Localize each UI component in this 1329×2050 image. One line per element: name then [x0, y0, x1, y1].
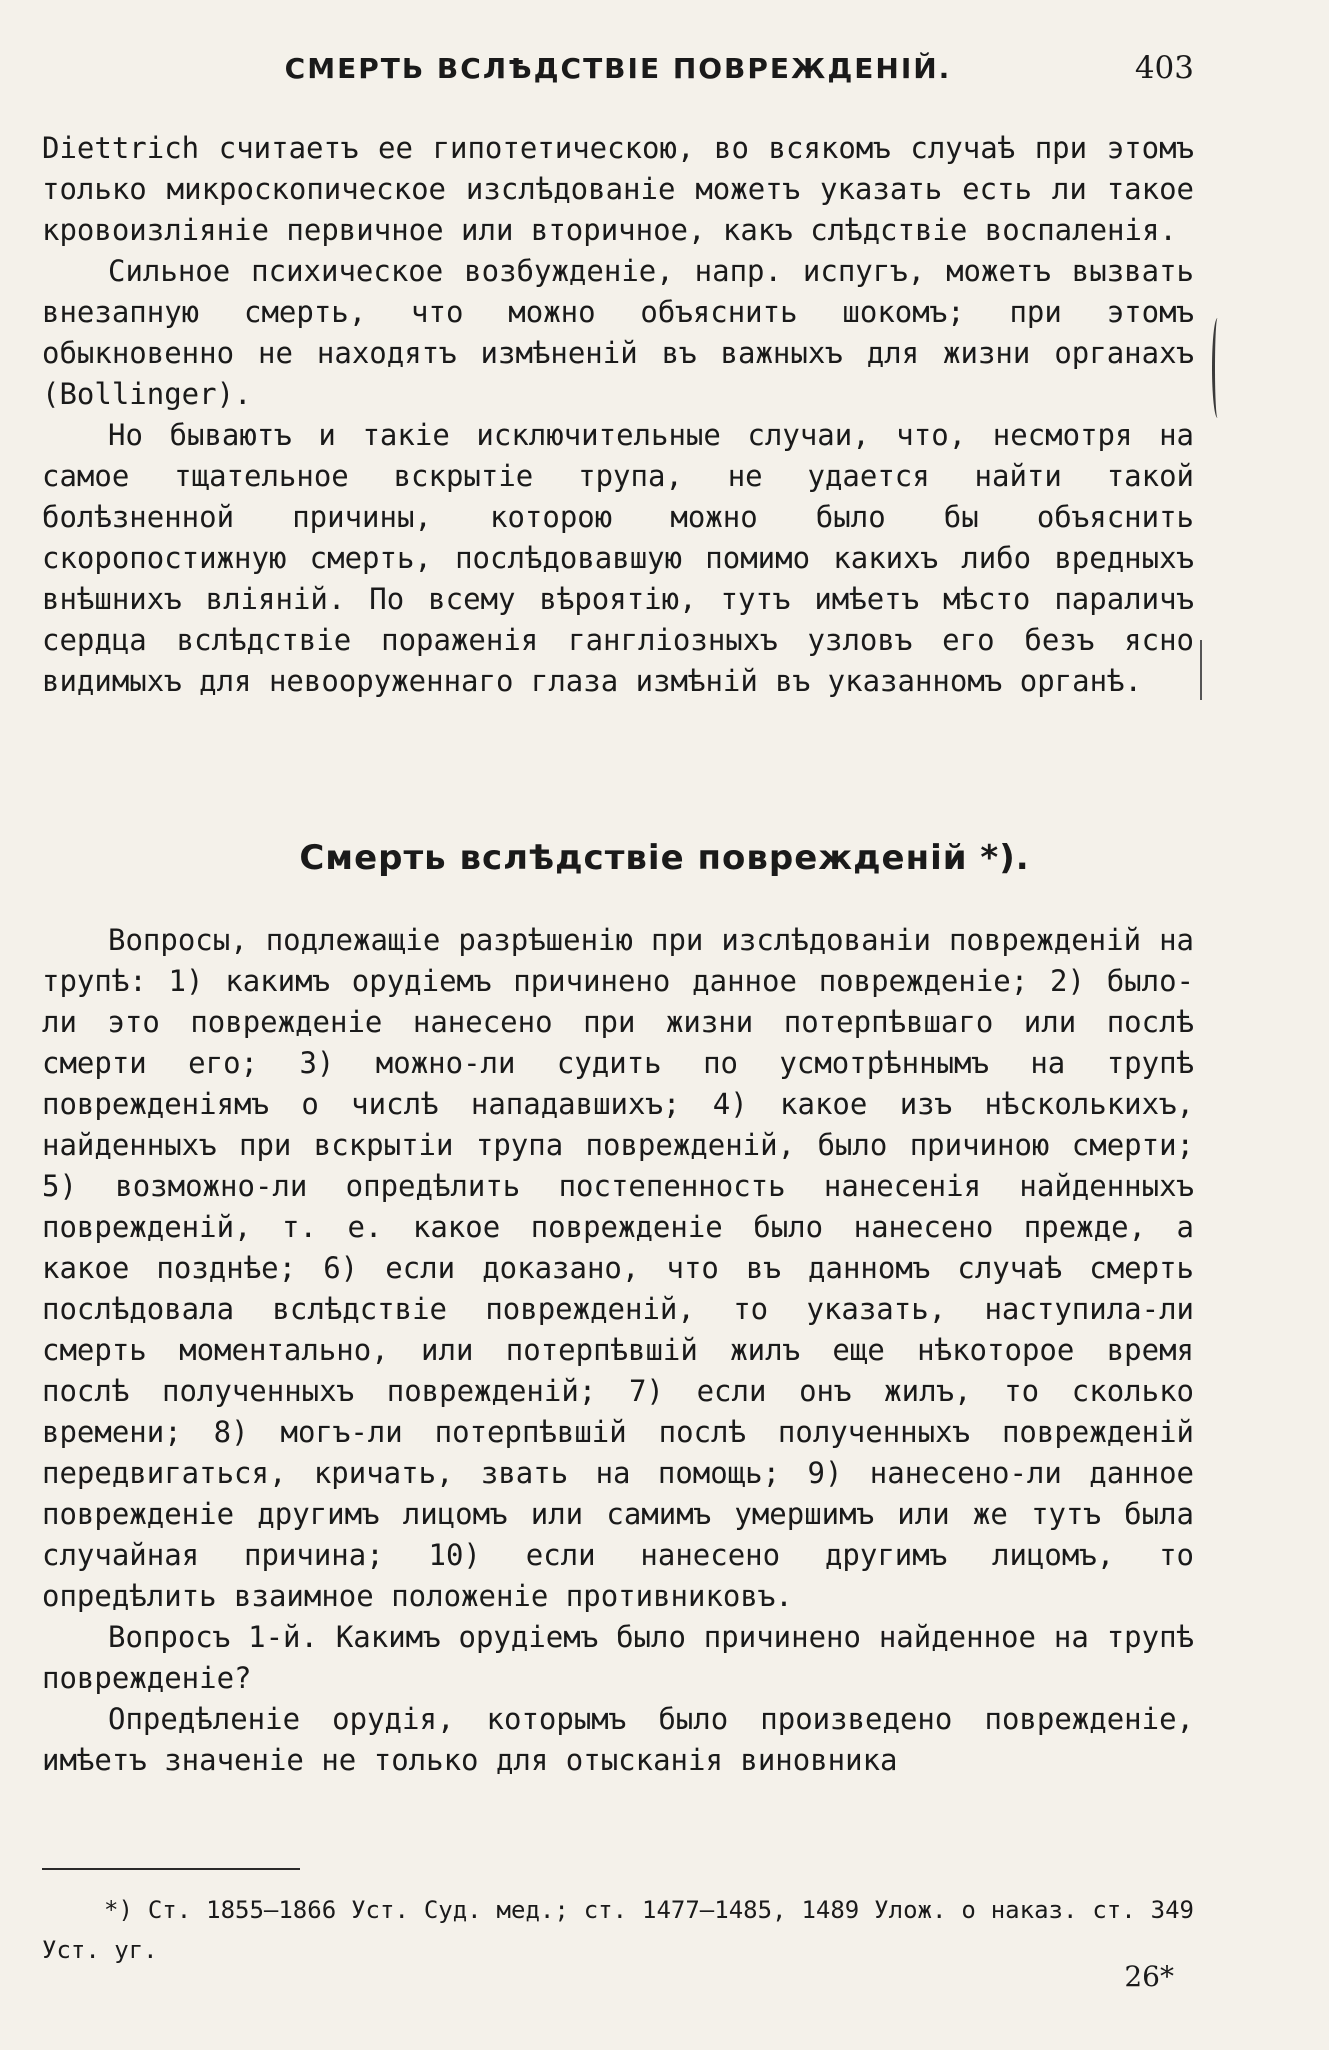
margin-bracket-mark — [1212, 318, 1223, 418]
page-number: 403 — [1134, 50, 1194, 86]
paragraph-psychic-shock: Сильное психическое возбужденіе, напр. испугъ, можетъ вызвать внезапную смерть, что можно объяснить шокомъ; при этомъ обыкновенно не находятъ измѣненій въ важныхъ для жизни органахъ (Bollinger). — [42, 254, 1194, 411]
paragraph-question-one: Вопросъ 1-й. Какимъ орудіемъ было причинено найденное на трупѣ поврежденіе? — [42, 1620, 1194, 1695]
body-text-bottom — [42, 920, 1194, 1781]
paragraph-continuation: Diettrich считаетъ ее гипотетическою, во всякомъ случаѣ при этомъ только микроскопическое изслѣдованіе можетъ указать есть ли такое кровоизліяніе первичное или вторичное, какъ слѣдствіе воспаленія. — [42, 131, 1194, 247]
section-heading: Смерть вслѣдствіе поврежденій *). — [299, 838, 1030, 878]
running-head — [42, 46, 1194, 90]
margin-line-mark — [1200, 640, 1208, 700]
footnote-rule — [42, 1868, 300, 1870]
signature-mark: 26* — [1124, 1960, 1174, 1993]
body-text-top — [42, 128, 1194, 702]
paragraph-questions: Вопросы, подлежащіе разрѣшенію при изслѣдованіи поврежденій на трупѣ: 1) какимъ орудіемъ причинено данное поврежденіе; 2) было-ли это поврежденіе нанесено при жизни потерпѣвшаго или послѣ смерти его; 3) можно-ли судить по усмотрѣннымъ на трупѣ поврежденіямъ о числѣ нападавшихъ; 4) какое изъ нѣсколькихъ, найденныхъ при вскрытіи трупа поврежденій, было причиною смерти; 5) возможно-ли опредѣлить постепенность нанесенія найденныхъ поврежденій, т. е. какое поврежденіе было нанесено прежде, а какое позднѣе; 6) если доказано, что въ данномъ случаѣ смерть послѣдовала вслѣдствіе поврежденій, то указать, наступила-ли смерть моментально, или потерпѣвшій жилъ еще нѣкоторое время послѣ полученныхъ поврежденій; 7) если онъ жилъ, то сколько времени; 8) могъ-ли потерпѣвшій послѣ полученныхъ поврежденій передвигаться, кричать, звать на помощь; 9) нанесено-ли данное поврежденіе другимъ лицомъ или самимъ умершимъ или же тутъ была случайная причина; 10) если нанесено другимъ лицомъ, то опредѣлить взаимное положеніе противниковъ. — [42, 923, 1194, 1613]
paragraph-exceptional-cases: Но бываютъ и такіе исключительные случаи, что, несмотря на самое тщательное вскрытіе трупа, не удается найти такой болѣзненной причины, которою можно было бы объяснить скоропостижную смерть, послѣдовавшую помимо какихъ либо вредныхъ внѣшнихъ вліяній. По всему вѣроятію, тутъ имѣетъ мѣсто параличъ сердца вслѣдствіе пораженія ганглiозныхъ узловъ его безъ ясно видимыхъ для невооруженнаго глаза измѣній въ указанномъ органѣ. — [42, 418, 1194, 698]
paragraph-instrument: Опредѣленіе орудія, которымъ было произведено поврежденіе, имѣетъ значеніе не только для отысканія виновника — [42, 1702, 1194, 1777]
footnote: *) Ст. 1855—1866 Уст. Суд. мед.; ст. 1477—1485, 1489 Улож. о наказ. ст. 349 Уст. уг. — [42, 1896, 1194, 1964]
running-title: СМЕРТЬ ВСЛѢДСТВІЕ ПОВРЕЖДЕНІЙ. — [284, 52, 952, 85]
